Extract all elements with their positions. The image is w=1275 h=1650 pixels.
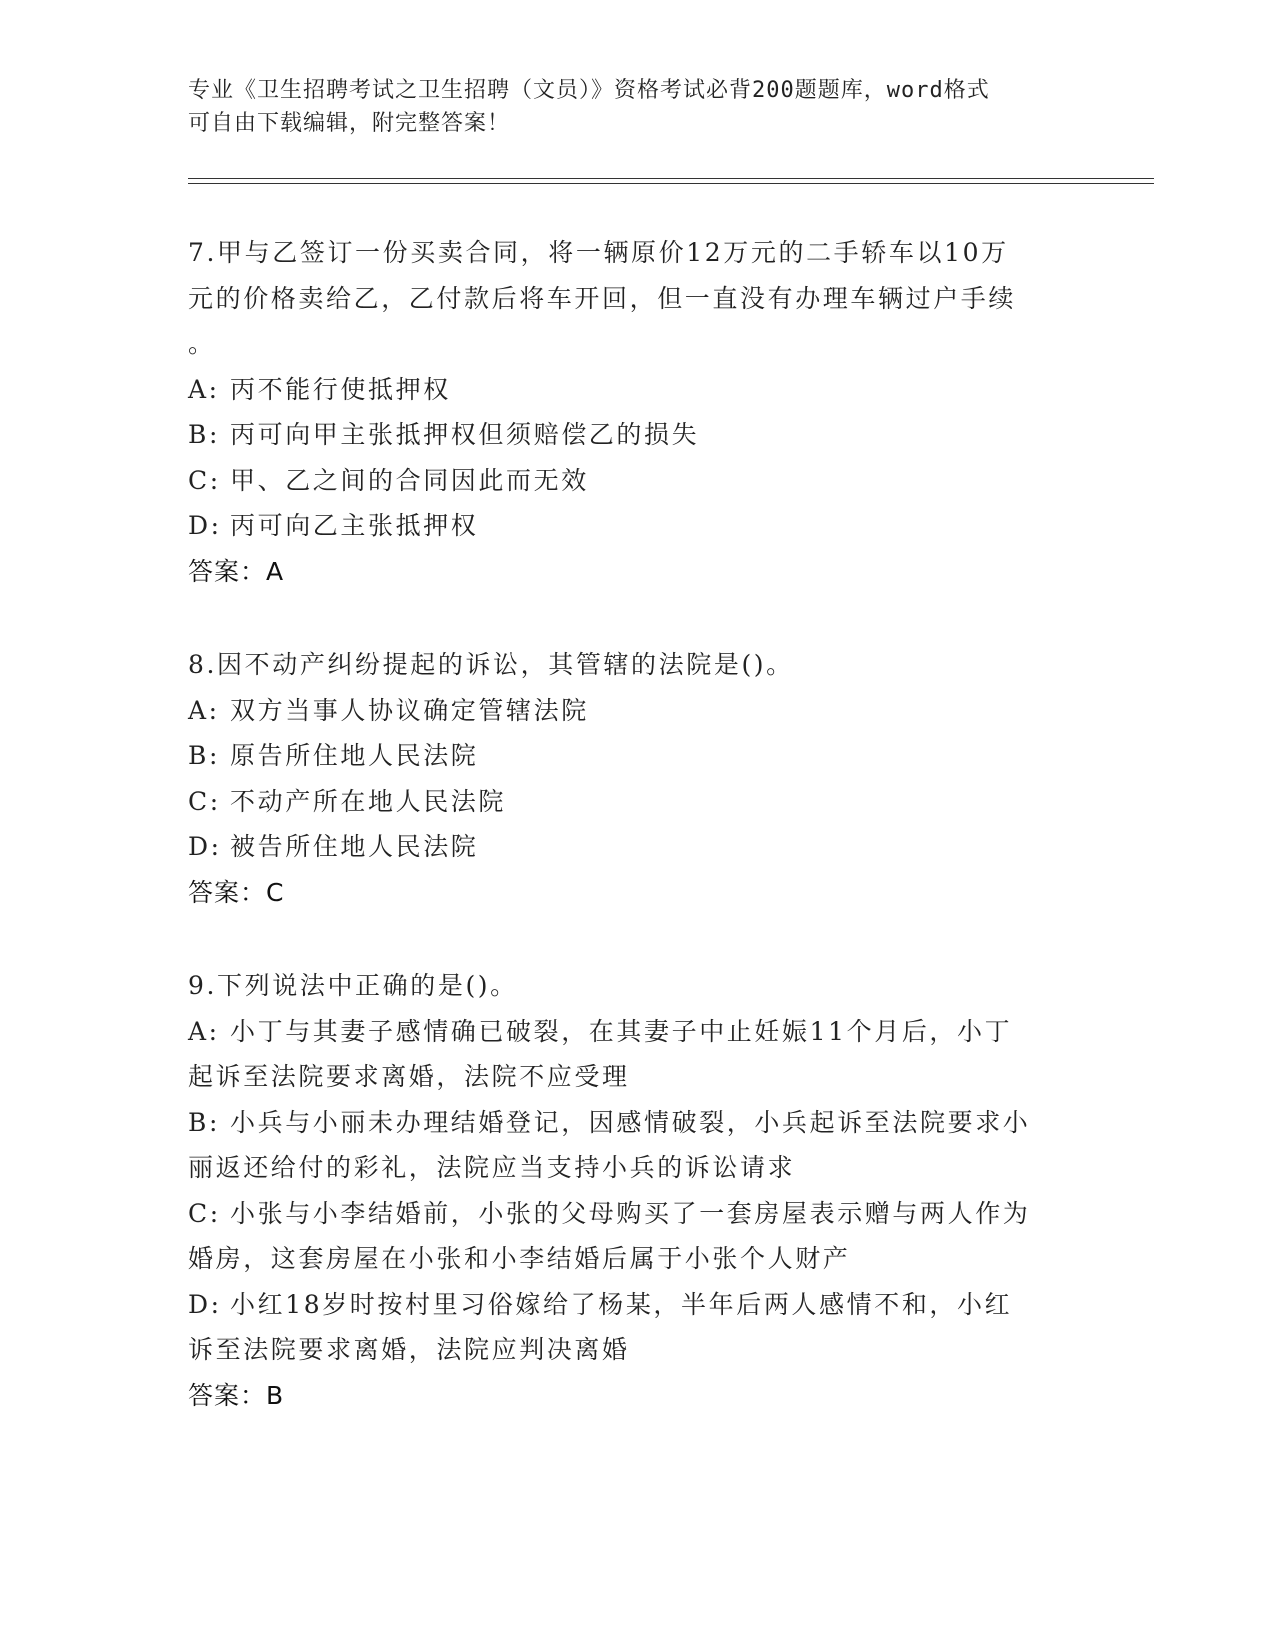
option-d (188, 824, 1088, 870)
header-divider-top (188, 178, 1154, 179)
option-a (188, 1009, 1088, 1055)
header-divider-bottom (188, 183, 1154, 184)
option-label: A: (188, 1016, 220, 1046)
header-line-1: 专业《卫生招聘考试之卫生招聘（文员）》资格考试必背200题题库，word格式 (188, 78, 990, 103)
option-text: 不动产所在地人民法院 (230, 786, 507, 816)
option-text: 甲、乙之间的合同因此而无效 (230, 465, 589, 495)
option-label: C: (188, 1198, 221, 1228)
option-label: B: (188, 741, 220, 770)
option-c (188, 779, 1088, 825)
answer-line: 答案：B (188, 1380, 285, 1410)
option-continuation: 丽返还给付的彩礼，法院应当支持小兵的诉讼请求 (188, 1153, 796, 1182)
question-7 (188, 230, 1088, 594)
option-b (188, 733, 1088, 779)
option-c (188, 1191, 1088, 1237)
option-label: D: (188, 832, 222, 861)
question-list (188, 230, 1088, 1466)
question-stem-line: 。 (188, 329, 216, 358)
option-text: 小兵与小丽未办理结婚登记，因感情破裂，小兵起诉至法院要求小 (230, 1107, 1031, 1137)
option-c (188, 458, 1088, 504)
option-b (188, 412, 1088, 458)
option-label: C: (188, 465, 221, 495)
option-text: 丙可向甲主张抵押权但须赔偿乙的损失 (230, 420, 700, 449)
option-label: A: (188, 374, 220, 404)
question-stem-line: 7.甲与乙签订一份买卖合同，将一辆原价12万元的二手轿车以10万 (188, 238, 1009, 267)
option-label: D: (188, 1289, 222, 1319)
option-text: 双方当事人协议确定管辖法院 (230, 695, 589, 725)
option-continuation: 起诉至法院要求离婚，法院不应受理 (188, 1062, 630, 1091)
question-9 (188, 963, 1088, 1418)
option-a (188, 367, 1088, 413)
option-b (188, 1100, 1088, 1146)
option-continuation: 诉至法院要求离婚，法院应判决离婚 (188, 1335, 630, 1364)
option-label: A: (188, 695, 220, 725)
option-text: 小张与小李结婚前，小张的父母购买了一套房屋表示赠与两人作为 (230, 1198, 1031, 1228)
option-label: C: (188, 786, 221, 816)
option-label: D: (188, 511, 222, 540)
question-stem-line: 8.因不动产纠纷提起的诉讼，其管辖的法院是()。 (188, 650, 794, 679)
answer-line: 答案：A (188, 556, 285, 586)
header-line-2: 可自由下载编辑，附完整答案！ (188, 111, 511, 136)
document-header (188, 74, 1088, 140)
option-d (188, 503, 1088, 549)
option-a (188, 688, 1088, 734)
option-label: B: (188, 420, 220, 449)
option-text: 小红18岁时按村里习俗嫁给了杨某，半年后两人感情不和，小红 (230, 1289, 1013, 1319)
option-text: 原告所住地人民法院 (230, 741, 479, 770)
question-stem-line: 元的价格卖给乙，乙付款后将车开回，但一直没有办理车辆过户手续 (188, 283, 1017, 313)
option-continuation: 婚房，这套房屋在小张和小李结婚后属于小张个人财产 (188, 1244, 851, 1273)
question-8 (188, 642, 1088, 915)
answer-line: 答案：C (188, 877, 285, 907)
option-text: 丙可向乙主张抵押权 (230, 511, 479, 540)
option-label: B: (188, 1107, 220, 1137)
option-text: 小丁与其妻子感情确已破裂，在其妻子中止妊娠11个月后，小丁 (230, 1016, 1013, 1046)
option-text: 丙不能行使抵押权 (230, 374, 451, 404)
option-d (188, 1282, 1088, 1328)
option-text: 被告所住地人民法院 (230, 832, 479, 861)
question-stem-line: 9.下列说法中正确的是()。 (188, 971, 518, 1000)
